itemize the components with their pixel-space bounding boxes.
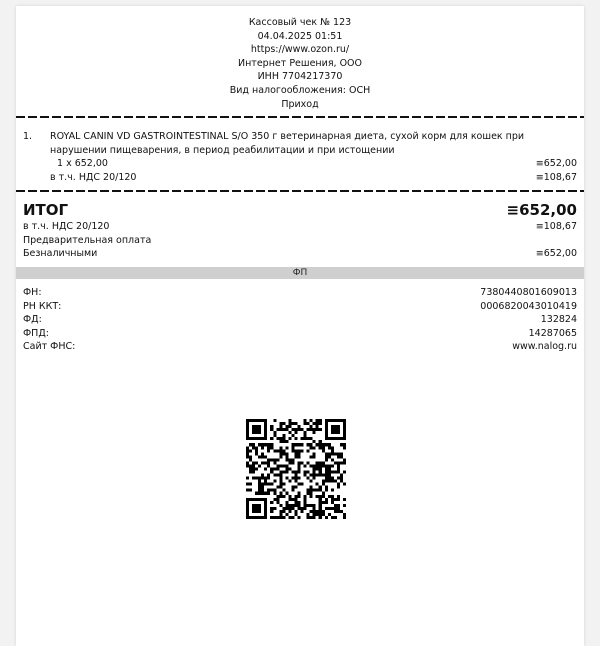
prepayment-label: Предварительная оплата <box>23 234 152 246</box>
item-qty-price: 1 x 652,00 <box>57 158 108 170</box>
separator-top <box>16 116 584 118</box>
cashless-label: Безналичными <box>23 248 98 260</box>
fiscal-block <box>23 286 577 354</box>
total-block <box>23 200 577 261</box>
fiscal-value: 132824 <box>540 314 577 326</box>
operation-type: Приход <box>281 98 319 110</box>
seller-inn: ИНН 7704217370 <box>257 71 343 83</box>
fiscal-label: ФД: <box>23 314 42 326</box>
cashless-value: ≡652,00 <box>535 248 577 260</box>
item-vat-label: в т.ч. НДС 20/120 <box>50 171 137 183</box>
fiscal-value: www.nalog.ru <box>512 341 577 353</box>
fiscal-label: РН ККТ: <box>23 300 62 312</box>
item-qty-row <box>23 157 577 171</box>
qr-code-graphic <box>246 419 346 519</box>
fiscal-row-fpd <box>23 327 577 341</box>
item-vat-row <box>23 171 577 185</box>
receipt-datetime: 04.04.2025 01:51 <box>257 30 343 42</box>
qr-code-icon <box>246 419 346 519</box>
total-vat-label: в т.ч. НДС 20/120 <box>23 221 110 232</box>
separator-middle <box>16 190 584 192</box>
item-vat-value: ≡108,67 <box>535 171 577 183</box>
seller-name: Интернет Решения, ООО <box>237 57 363 69</box>
tax-system: Вид налогообложения: ОСН <box>229 84 371 96</box>
receipt <box>16 6 584 646</box>
receipt-title: Кассовый чек № 123 <box>248 17 352 28</box>
receipt-header <box>16 6 584 111</box>
total-vat-row <box>23 220 577 234</box>
item-name: ROYAL CANIN VD GASTROINTESTINAL S/O 350 г ветеринарная диета, сухой корм для кошек при нарушении пищеварения, в период реабилитации и при истощении <box>50 131 525 156</box>
item-sum: ≡652,00 <box>535 158 577 170</box>
item-number: 1. <box>23 131 33 142</box>
total-row <box>23 200 577 220</box>
receipt-item <box>23 130 577 184</box>
seller-website: https://www.ozon.ru/ <box>250 44 350 56</box>
fiscal-value: 7380440801609013 <box>480 287 577 298</box>
fiscal-label: ФН: <box>23 287 42 298</box>
total-value: ≡652,00 <box>506 201 577 219</box>
fiscal-row-rn-kkt <box>23 300 577 314</box>
fp-bar: ФП <box>16 267 584 279</box>
cashless-row <box>23 247 577 261</box>
fiscal-value: 14287065 <box>528 327 577 339</box>
fiscal-row-fd <box>23 313 577 327</box>
total-vat-value: ≡108,67 <box>535 221 577 232</box>
fiscal-label: ФПД: <box>23 327 49 339</box>
prepayment-row <box>23 234 577 248</box>
total-label: ИТОГ <box>23 201 69 219</box>
fiscal-label: Сайт ФНС: <box>23 341 76 353</box>
fiscal-row-fn <box>23 286 577 300</box>
fiscal-value: 0006820043010419 <box>480 300 577 312</box>
fiscal-row-fns-site <box>23 340 577 354</box>
